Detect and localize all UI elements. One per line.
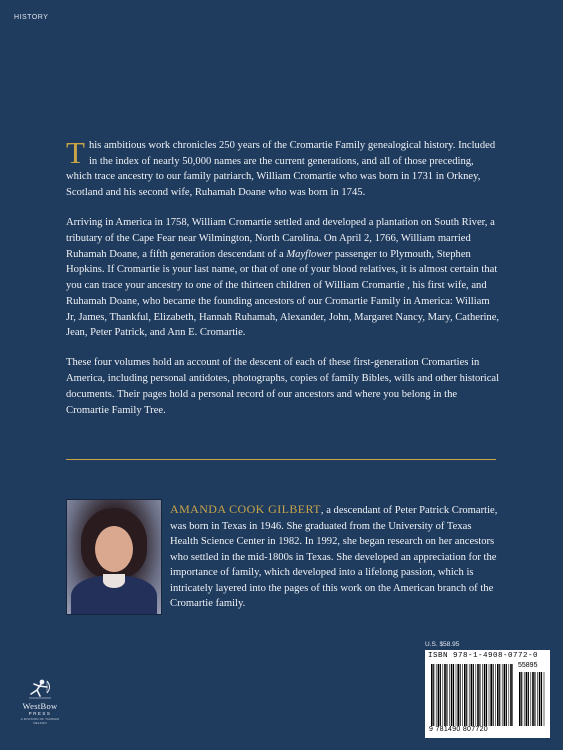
addon-digits: 55895	[518, 662, 538, 669]
barcode-bar	[512, 664, 513, 726]
barcode-bar	[489, 664, 490, 726]
author-photo	[66, 499, 162, 615]
paragraph-1-text: his ambitious work chronicles 250 years of the Cromartie Family genealogical history. Included in the index of nearly 50,000 names are the current generations, and all of those preceding, which trace ancestry to our family patriarch, William Cromartie who was born in 1731 in Orkney, Scotland and his second wife, Ruhamah Doane who was born in 1745.	[66, 140, 496, 199]
author-name: AMANDA COOK GILBERT	[170, 502, 321, 516]
barcode-bar	[460, 664, 461, 726]
barcode-bar	[457, 664, 459, 726]
barcode-bar	[476, 664, 477, 726]
barcode-bar	[502, 664, 503, 726]
barcode-bar	[534, 672, 535, 726]
isbn-barcode-bars	[431, 664, 513, 726]
author-bio-text: , a descendant of Peter Patrick Cromartie, was born in Texas in 1946. She graduated from the University of Texas Health Science Center in 1982. In 1992, she began research on her ancestors who settled in the mid-1800s in Texas. She developed an appreciation for the importance of family, which developed into a lifelong passion, which is intricately layered into the pages of this work on the American branch of the Cromartie family.	[170, 505, 498, 609]
isbn-digits: 9 781490 807720	[429, 726, 488, 733]
barcode-bar	[541, 672, 542, 726]
barcode-bar	[466, 664, 467, 726]
barcode-bar	[482, 664, 483, 726]
barcode-bar	[431, 664, 433, 726]
barcode-bar	[436, 664, 437, 726]
barcode-bar	[504, 664, 506, 726]
barcode-bar	[509, 664, 510, 726]
drop-cap: T	[66, 135, 85, 170]
description-paragraph-3: These four volumes hold an account of the descent of each of these first-generation Cromarties in America, including personal antidotes, photographs, copies of family Bibles, wills and other historical documents. Their pages hold a personal record of our ancestors and where you belong in the Cromartie Family Tree.	[66, 357, 500, 416]
barcode-bar	[453, 664, 454, 726]
author-bio	[170, 502, 500, 612]
barcode-bar	[486, 664, 487, 726]
barcode-bar	[528, 672, 529, 726]
barcode-bar	[449, 664, 450, 726]
barcode-bar	[493, 664, 494, 726]
barcode-bar	[539, 672, 541, 726]
barcode-bar	[443, 664, 444, 726]
publisher-tagline: A DIVISION OF THOMAS NELSON	[20, 717, 60, 725]
barcode-bar	[477, 664, 479, 726]
barcode-bar	[526, 672, 528, 726]
barcode-bar	[433, 664, 434, 726]
barcode-bar	[469, 664, 470, 726]
barcode-bar	[471, 664, 473, 726]
paragraph-2-text-b: passenger to Plymouth, Stephen Hopkins. If Cromartie is your last name, or that of one of your blood relatives, it is almost certain that you can trace your ancestry to one of the thirteen children of William Cromartie , his first wife, and Ruhamah Doane, who became the founding ancestors of our Cromartie Family in America: William Jr, James, Thankful, Elizabeth, Hannah Ruhamah, Alexander, John, Margaret Nancy, Mary, Catherine, Jean, Peter Patrick, and Ann E. Cromartie.	[66, 248, 500, 339]
publisher-logo	[14, 678, 66, 725]
barcode-bar	[484, 664, 486, 726]
barcode-bar	[440, 664, 441, 726]
book-description	[66, 135, 500, 433]
barcode-bar	[473, 664, 474, 726]
barcode-bar	[497, 664, 499, 726]
barcode-bar	[438, 664, 440, 726]
barcode-bar	[495, 664, 496, 726]
barcode-bar	[537, 672, 538, 726]
publisher-press: PRESS	[28, 711, 52, 716]
barcode-bar	[464, 664, 466, 726]
barcode-bar	[521, 672, 522, 726]
barcode-bar	[519, 672, 521, 726]
barcode-bar	[506, 664, 507, 726]
archer-icon	[25, 678, 55, 700]
barcode-bar	[444, 664, 446, 726]
publisher-name: WestBow	[22, 701, 58, 711]
isbn-label: ISBN 978-1-4908-0772-0	[428, 652, 539, 660]
barcode-bar	[524, 672, 525, 726]
description-paragraph-1	[66, 135, 500, 201]
description-paragraph-2	[66, 215, 500, 341]
barcode-bar	[544, 672, 545, 726]
barcode-bar	[462, 664, 463, 726]
addon-barcode-bars	[519, 672, 545, 726]
gold-divider	[66, 459, 496, 460]
paragraph-2-italic: Mayflower	[286, 248, 333, 260]
barcode-bar	[531, 672, 532, 726]
paragraph-2-text-a: Arriving in America in 1758, William Cromartie settled and developed a plantation on South River, a tributary of the Cape Fear near Wilmington, North Carolina. On April 2, 1766, William married Ruhamah Doane, a fifth generation descendant of a	[66, 217, 495, 260]
category-label: HISTORY	[14, 14, 49, 21]
barcode-bar	[479, 664, 480, 726]
barcode-bar	[490, 664, 492, 726]
barcode-bar	[499, 664, 500, 726]
barcode-bar	[532, 672, 534, 726]
barcode-bar	[456, 664, 457, 726]
barcode-bar	[451, 664, 453, 726]
barcode	[425, 650, 550, 738]
barcode-bar	[446, 664, 447, 726]
barcode-bar	[510, 664, 512, 726]
price-label: U.S. $58.95	[425, 641, 460, 648]
